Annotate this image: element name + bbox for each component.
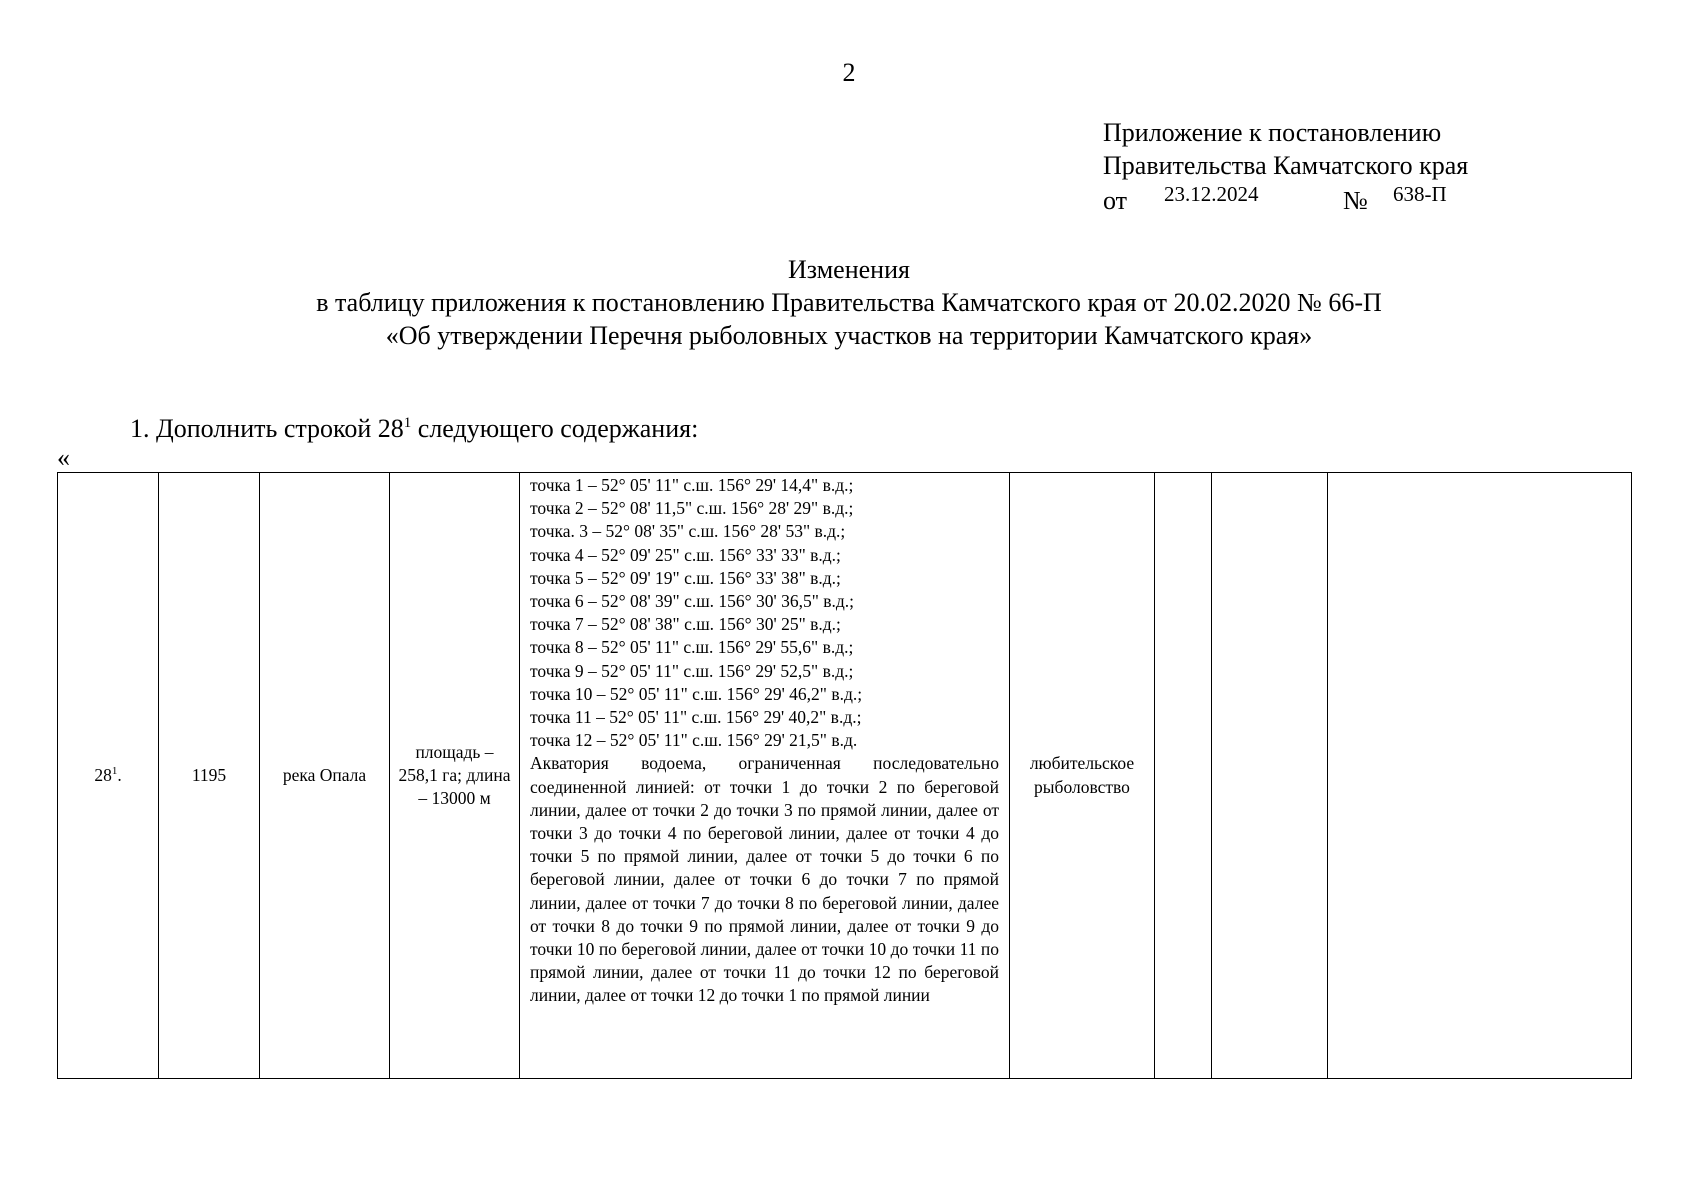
- site-size-cell: [390, 473, 520, 1079]
- empty-cell-7: [1155, 473, 1212, 1079]
- coordinate-point: точка 9 – 52° 05' 11" с.ш. 156° 29' 52,5" в.д.;: [530, 660, 854, 681]
- site-code: 1195: [191, 764, 227, 785]
- row-index-suffix: .: [117, 764, 122, 785]
- site-size: площадь – 258,1 га; длина – 13000 м: [398, 741, 511, 809]
- fishing-purpose: любительское рыболовство: [1029, 753, 1135, 797]
- coordinate-point: точка 4 – 52° 09' 25" с.ш. 156° 33' 33" в.д.;: [530, 544, 841, 565]
- water-body-cell: [260, 473, 390, 1079]
- boundary-description: Акватория водоема, ограниченная последовательно соединенной линией: от точки 1 до точки 2 по береговой линии, далее от точки 2 до точки 3 по прямой линии, далее от точки 3 до точки 4 по береговой линии, далее от точки 4 до точки 5 по прямой линии, далее от точки 5 до точки 6 по береговой линии, далее от точки 6 до точки 7 по прямой линии, далее от точки 7 до точки 8 по береговой линии, далее от точки 8 до точки 9 по прямой линии, далее от точки 9 до точки 10 по береговой линии, далее от точки 10 до точки 11 по прямой линии, далее от точки 11 до точки 12 по береговой линии, далее от точки 12 до точки 1 по прямой линии: [530, 753, 999, 1006]
- resolution-number: 638-П: [1393, 182, 1447, 206]
- coordinate-point: точка 1 – 52° 05' 11" с.ш. 156° 29' 14,4" в.д.;: [530, 475, 854, 495]
- number-sign: №: [1343, 186, 1368, 215]
- coordinate-point: точка 2 – 52° 08' 11,5" с.ш. 156° 28' 29" в.д.;: [530, 498, 854, 519]
- resolution-date: 23.12.2024: [1164, 182, 1259, 206]
- coordinate-point: точка 8 – 52° 05' 11" с.ш. 156° 29' 55,6" в.д.;: [530, 637, 854, 658]
- water-body-name: река Опала: [282, 764, 367, 785]
- row-index-superscript: 1: [111, 764, 118, 777]
- title-line-1: Изменения: [788, 255, 910, 284]
- boundaries-cell: [520, 473, 1010, 1079]
- opening-quote: «: [57, 443, 70, 472]
- item-suffix: следующего содержания:: [411, 414, 699, 443]
- appendix-header: [1103, 116, 1468, 215]
- fishing-sites-table: [57, 472, 1632, 1079]
- site-code-cell: [159, 473, 260, 1079]
- empty-cell-9: [1328, 473, 1632, 1079]
- from-label: от: [1103, 186, 1128, 215]
- coordinate-point: точка 11 – 52° 05' 11" с.ш. 156° 29' 40,2" в.д.;: [530, 707, 862, 728]
- empty-cell-8: [1212, 473, 1328, 1079]
- coordinate-point: точка. 3 – 52° 08' 35" с.ш. 156° 28' 53" в.д.;: [530, 521, 846, 542]
- appendix-line-2: Правительства Камчатского края: [1103, 151, 1469, 180]
- title-line-2: в таблицу приложения к постановлению Правительства Камчатского края от 20.02.2020 № 66-П: [316, 288, 1382, 317]
- coordinate-point: точка 7 – 52° 08' 38" с.ш. 156° 30' 25" в.д.;: [530, 614, 841, 635]
- row-index-cell: [58, 473, 159, 1079]
- purpose-cell: [1010, 473, 1155, 1079]
- appendix-line-1: Приложение к постановлению: [1103, 118, 1442, 147]
- coordinate-point: точка 6 – 52° 08' 39" с.ш. 156° 30' 36,5" в.д.;: [530, 591, 855, 612]
- item-prefix: 1. Дополнить строкой 28: [130, 414, 404, 443]
- table-row: [58, 473, 1632, 1079]
- row-index: 28: [94, 764, 112, 785]
- coordinate-point: точка 10 – 52° 05' 11" с.ш. 156° 29' 46,2" в.д.;: [530, 683, 863, 704]
- appendix-meta: [1103, 182, 1468, 215]
- document-title: [0, 253, 1698, 352]
- coordinate-point: точка 5 – 52° 09' 19" с.ш. 156° 33' 38" в.д.;: [530, 567, 841, 588]
- title-line-3: «Об утверждении Перечня рыболовных участков на территории Камчатского края»: [385, 321, 1313, 350]
- page-number: 2: [842, 58, 856, 87]
- coordinate-point: точка 12 – 52° 05' 11" с.ш. 156° 29' 21,5" в.д.: [530, 730, 858, 751]
- amendment-item: [130, 414, 698, 444]
- item-superscript: 1: [403, 415, 412, 431]
